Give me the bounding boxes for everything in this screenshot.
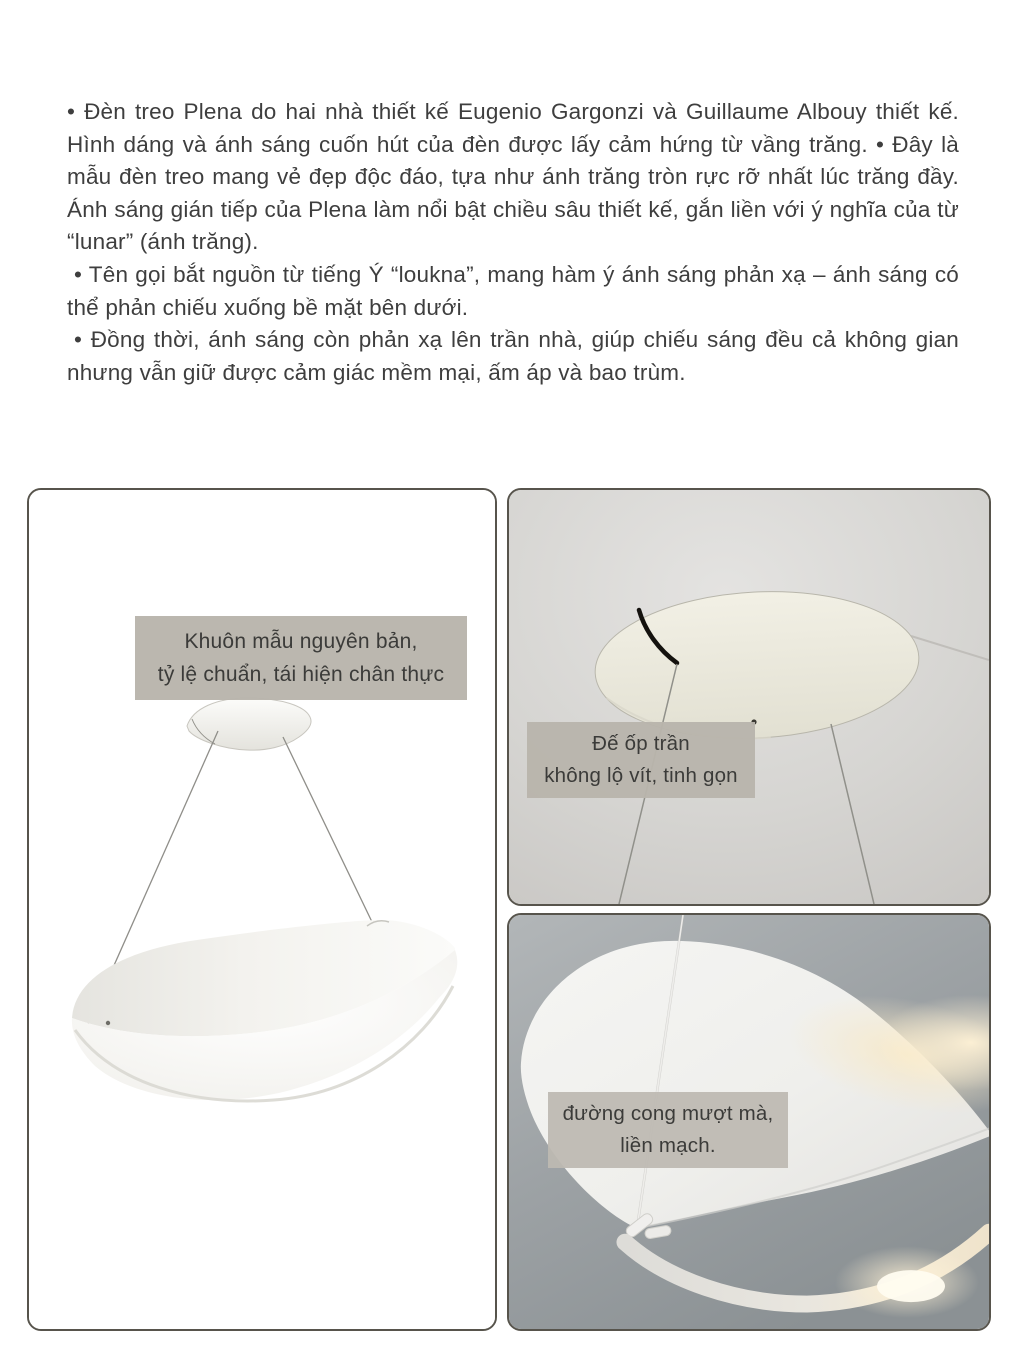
caption-ceiling-mount (527, 722, 755, 798)
caption-shade-closeup (548, 1092, 788, 1168)
intro-text-block (67, 96, 959, 389)
caption-line: không lộ vít, tinh gọn (544, 764, 738, 787)
caption-lamp-full (135, 616, 467, 700)
photo-panel-ceiling-mount (507, 488, 991, 906)
photo-panel-lamp-full (27, 488, 497, 1331)
caption-line: đường cong mượt mà, (562, 1102, 774, 1125)
intro-paragraph-1: • Đèn treo Plena do hai nhà thiết kế Eugenio Gargonzi và Guillaume Albouy thiết kế. Hình dáng và ánh sáng cuốn hút của đèn được lấy cảm hứng từ vầng trăng. • Đây là mẫu đèn treo mang vẻ đẹp độc đáo, tựa như ánh trăng tròn rực rỡ nhất lúc trăng đầy. Ánh sáng gián tiếp của Plena làm nổi bật chiều sâu thiết kế, gắn liền với ý nghĩa của từ “lunar” (ánh trăng). (67, 99, 959, 255)
caption-line: Đế ốp trần (592, 732, 690, 755)
intro-paragraph-3: • Đồng thời, ánh sáng còn phản xạ lên trần nhà, giúp chiếu sáng đều cả không gian nhưng vẫn giữ được cảm giác mềm mại, ấm áp và bao trùm. (67, 327, 959, 385)
caption-line: liền mạch. (620, 1134, 716, 1157)
caption-line: Khuôn mẫu nguyên bản, (184, 630, 418, 653)
ceiling-mount-photo (509, 490, 989, 904)
intro-paragraph-2: • Tên gọi bắt nguồn từ tiếng Ý “loukna”, mang hàm ý ánh sáng phản xạ – ánh sáng có thể phản chiếu xuống bề mặt bên dưới. (67, 261, 959, 320)
photo-panel-shade-closeup (507, 913, 991, 1331)
caption-line: tỷ lệ chuẩn, tái hiện chân thực (157, 663, 445, 686)
